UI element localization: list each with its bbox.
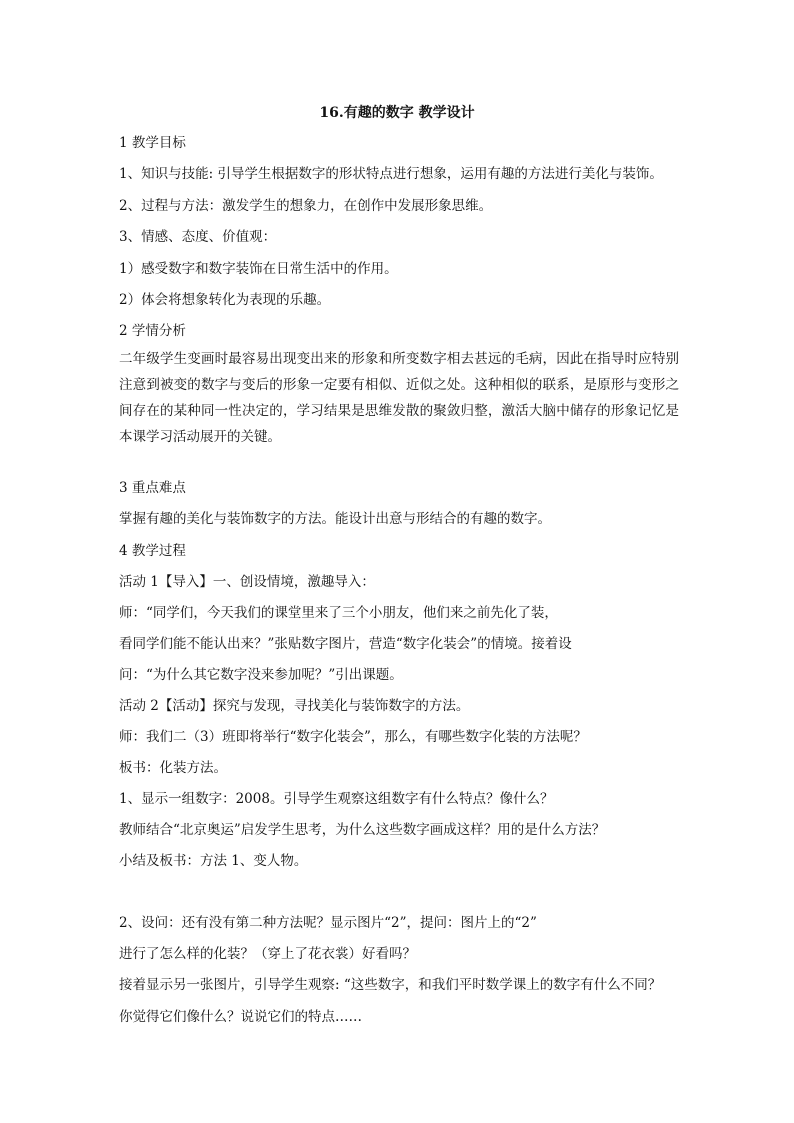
section-heading-goals: 1 教学目标 bbox=[119, 135, 186, 151]
section-heading-key-points: 3 重点难点 bbox=[119, 480, 186, 496]
activity-2-heading: 活动 2【活动】探究与发现，寻找美化与装饰数字的方法。 bbox=[119, 698, 470, 714]
analysis-paragraph: 二年级学生变画时最容易出现变出来的形象和所变数字相去甚远的毛病，因此在指导时应特别注意到被变的数字与变后的形象一定要有相似、近似之处。这种相似的联系，是原形与变形之间存在的某种同一性决定的，学习结果是思维发散的聚敛归整，激活大脑中储存的形象记忆是本课学习活动展开的关键。 bbox=[119, 351, 679, 445]
activity-2-line-1: 师：我们二（3）班即将举行“数字化装会”，那么，有哪些数字化装的方法呢？ bbox=[119, 729, 587, 745]
activity-2-line-3: 1、显示一组数字：2008。引导学生观察这组数字有什么特点？像什么？ bbox=[119, 791, 554, 807]
section-heading-process: 4 教学过程 bbox=[119, 543, 186, 559]
goal-knowledge-skills: 1、知识与技能: 引导学生根据数字的形状特点进行想象，运用有趣的方法进行美化与装饰。 bbox=[119, 166, 663, 182]
activity-2-line-5: 小结及板书：方法 1、变人物。 bbox=[119, 853, 308, 869]
section-heading-analysis: 2 学情分析 bbox=[119, 323, 186, 339]
activity-1-line-3: 问：“为什么其它数字没来参加呢？”引出课题。 bbox=[119, 667, 403, 683]
activity-2-line-9: 你觉得它们像什么？说说它们的特点…… bbox=[119, 1009, 362, 1025]
activity-2-line-8: 接着显示另一张图片，引导学生观察: “这些数字，和我们平时数学课上的数字有什么不同？ bbox=[119, 977, 662, 993]
goal-emotion-item-2: 2）体会将想象转化为表现的乐趣。 bbox=[119, 292, 331, 308]
goal-emotion-values: 3、情感、态度、价值观： bbox=[119, 229, 277, 245]
activity-2-line-6: 2、设问：还有没有第二种方法呢？显示图片“2”，提问：图片上的“2” bbox=[119, 915, 537, 931]
activity-1-line-2: 看同学们能不能认出来？”张贴数字图片，营造“数字化装会”的情境。接着设 bbox=[119, 636, 572, 652]
activity-2-line-4: 教师结合“北京奥运”启发学生思考，为什么这些数字画成这样？用的是什么方法？ bbox=[119, 822, 606, 838]
activity-2-line-2: 板书：化装方法。 bbox=[119, 760, 227, 776]
goal-emotion-item-1: 1）感受数字和数字装饰在日常生活中的作用。 bbox=[119, 261, 398, 277]
activity-1-line-1: 师：“同学们，今天我们的课堂里来了三个小朋友，他们来之前先化了装， bbox=[119, 605, 558, 621]
goal-process-method: 2、过程与方法：激发学生的想象力，在创作中发展形象思维。 bbox=[119, 198, 493, 214]
key-points-text: 掌握有趣的美化与装饰数字的方法。能设计出意与形结合的有趣的数字。 bbox=[119, 511, 551, 527]
activity-2-line-7: 进行了怎么样的化装？（穿上了花衣裳）好看吗？ bbox=[119, 946, 416, 962]
document-title: 16.有趣的数字 教学设计 bbox=[319, 105, 475, 121]
activity-1-heading: 活动 1【导入】一、创设情境，激趣导入： bbox=[119, 574, 375, 590]
